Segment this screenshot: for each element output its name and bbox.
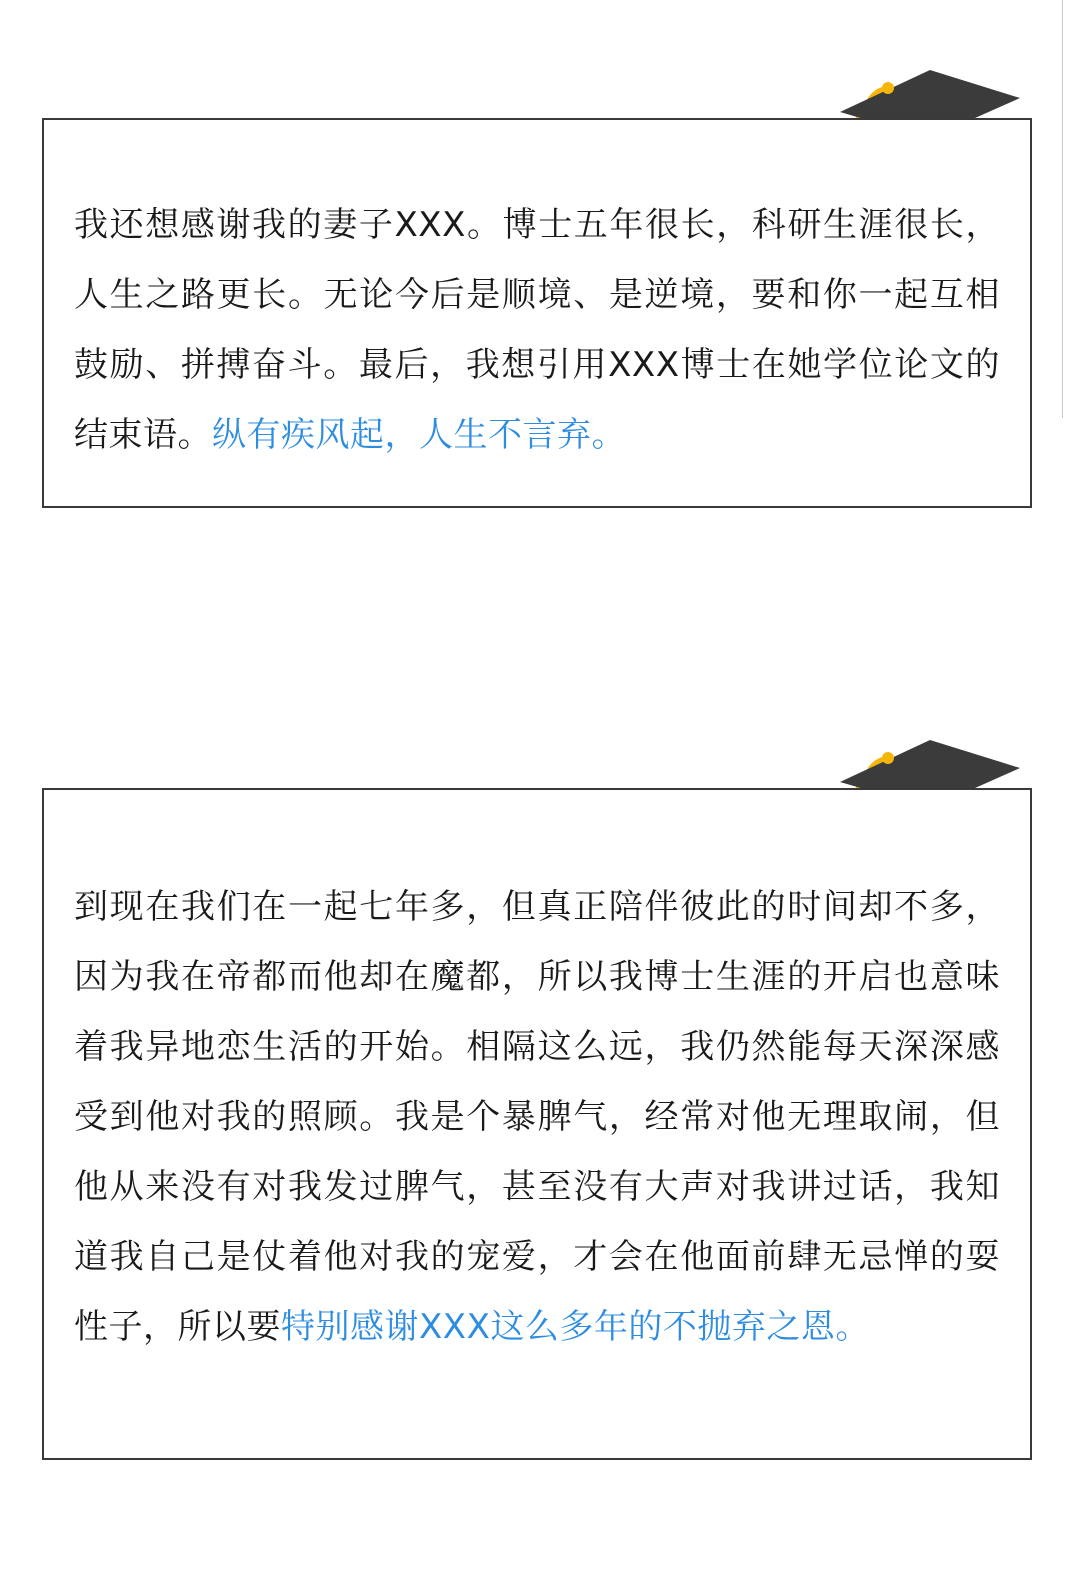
card-1-text-normal: 我还想感谢我的妻子XXX。博士五年很长，科研生涯很长，人生之路更长。无论今后是顺境、是逆境，要和你一起互相鼓励、拼搏奋斗。最后，我想引用XXX博士在她学位论文的结束语。	[74, 205, 1000, 455]
card-1-text-highlight: 纵有疾风起，人生不言弃。	[212, 415, 626, 455]
card-2-text-normal: 到现在我们在一起七年多，但真正陪伴彼此的时间却不多，因为我在帝都而他却在魔都，所以我博士生涯的开启也意味着我异地恋生活的开始。相隔这么远，我仍然能每天深深感受到他对我的照顾。我是个暴脾气，经常对他无理取闹，但他从来没有对我发过脾气，甚至没有大声对我讲过话，我知道我自己是仗着他对我的宠爱，才会在他面前肆无忌惮的耍性子，所以要	[74, 887, 1000, 1347]
quote-card-2	[42, 788, 1032, 1460]
page-edge-rule	[1062, 0, 1063, 418]
card-1-paragraph	[74, 190, 1000, 470]
quote-card-1	[42, 118, 1032, 508]
card-2-text-highlight: 特别感谢XXX这么多年的不抛弃之恩。	[281, 1307, 870, 1347]
card-2-paragraph	[74, 872, 1000, 1362]
